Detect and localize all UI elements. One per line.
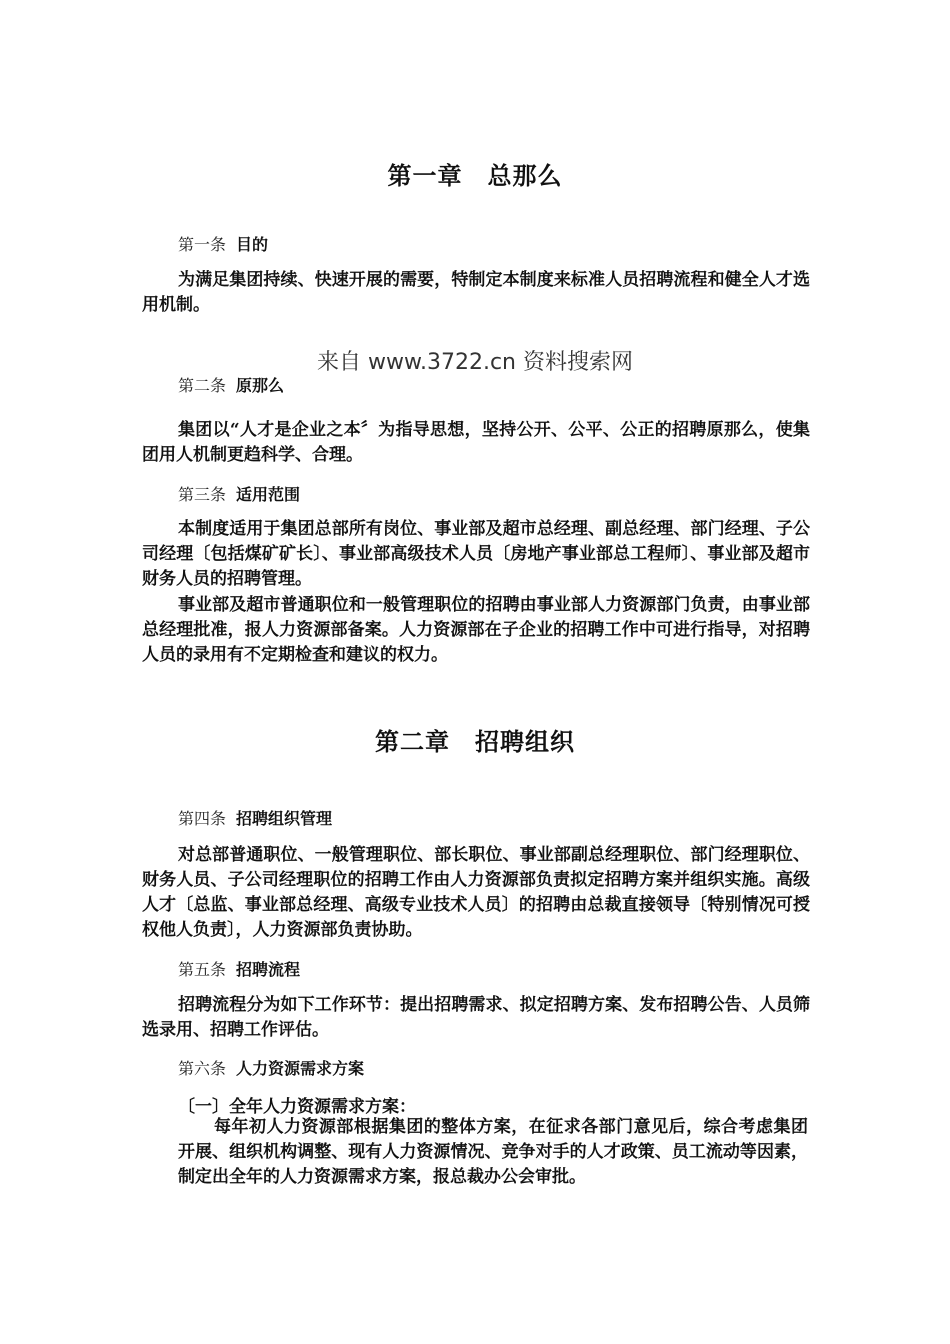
article-1-title: 目的 — [236, 235, 269, 254]
watermark-text: 来自 www.3722.cn 资料搜索网 — [317, 350, 633, 375]
article-1-heading — [178, 232, 268, 255]
article-5-heading — [178, 957, 300, 980]
article-2-title: 原那么 — [236, 376, 285, 395]
article-4-title: 招聘组织管理 — [236, 809, 333, 828]
article-3-number: 第三条 — [178, 485, 227, 504]
article-1-number: 第一条 — [178, 235, 227, 254]
chapter-1-title: 第一章 总那么 — [387, 161, 563, 190]
article-3-paragraph-1: 本制度适用于集团总部所有岗位、事业部及超市总经理、副总经理、部门经理、子公司经理〔包括煤矿矿长〕、事业部高级技术人员〔房地产事业部总工程师〕、事业部及超市财务人员的招聘管理。 — [142, 519, 810, 589]
article-5-paragraph: 招聘流程分为如下工作环节：提出招聘需求、拟定招聘方案、发布招聘公告、人员筛选录用、招聘工作评估。 — [142, 995, 810, 1040]
article-2-paragraph: 集团以“人才是企业之本〞为指导思想，坚持公开、公平、公正的招聘原那么，使集团用人机制更趋科学、合理。 — [142, 420, 810, 465]
article-6-heading — [178, 1056, 364, 1079]
chapter-2-title: 第二章 招聘组织 — [375, 727, 575, 756]
article-3-paragraph-2: 事业部及超市普通职位和一般管理职位的招聘由事业部人力资源部门负责，由事业部总经理批准，报人力资源部备案。人力资源部在子企业的招聘工作中可进行指导，对招聘人员的录用有不定期检查和建议的权力。 — [142, 595, 810, 665]
article-4-number: 第四条 — [178, 809, 227, 828]
article-5-title: 招聘流程 — [236, 960, 301, 979]
article-3-heading — [178, 482, 300, 505]
article-4-paragraph: 对总部普通职位、一般管理职位、部长职位、事业部副总经理职位、部门经理职位、财务人员、子公司经理职位的招聘工作由人力资源部负责拟定招聘方案并组织实施。高级人才〔总监、事业部总经理、高级专业技术人员〕的招聘由总裁直接领导〔特别情况可授权他人负责〕，人力资源部负责协助。 — [142, 845, 810, 940]
article-2-heading — [178, 373, 284, 396]
article-2-number: 第二条 — [178, 376, 227, 395]
article-1-paragraph: 为满足集团持续、快速开展的需要，特制定本制度来标准人员招聘流程和健全人才选用机制。 — [142, 270, 810, 315]
article-5-number: 第五条 — [178, 960, 227, 979]
article-6-title: 人力资源需求方案 — [236, 1059, 365, 1078]
article-4-heading — [178, 806, 332, 829]
article-6-number: 第六条 — [178, 1059, 227, 1078]
subsection-1-heading: 〔一〕全年人力资源需求方案： — [178, 1097, 416, 1117]
subsection-1-paragraph: 每年初人力资源部根据集团的整体方案，在征求各部门意见后，综合考虑集团开展、组织机构调整、现有人力资源情况、竞争对手的人才政策、员工流动等因素，制定出全年的人力资源需求方案，报总裁办公会审批。 — [178, 1117, 808, 1187]
article-3-title: 适用范围 — [236, 485, 301, 504]
